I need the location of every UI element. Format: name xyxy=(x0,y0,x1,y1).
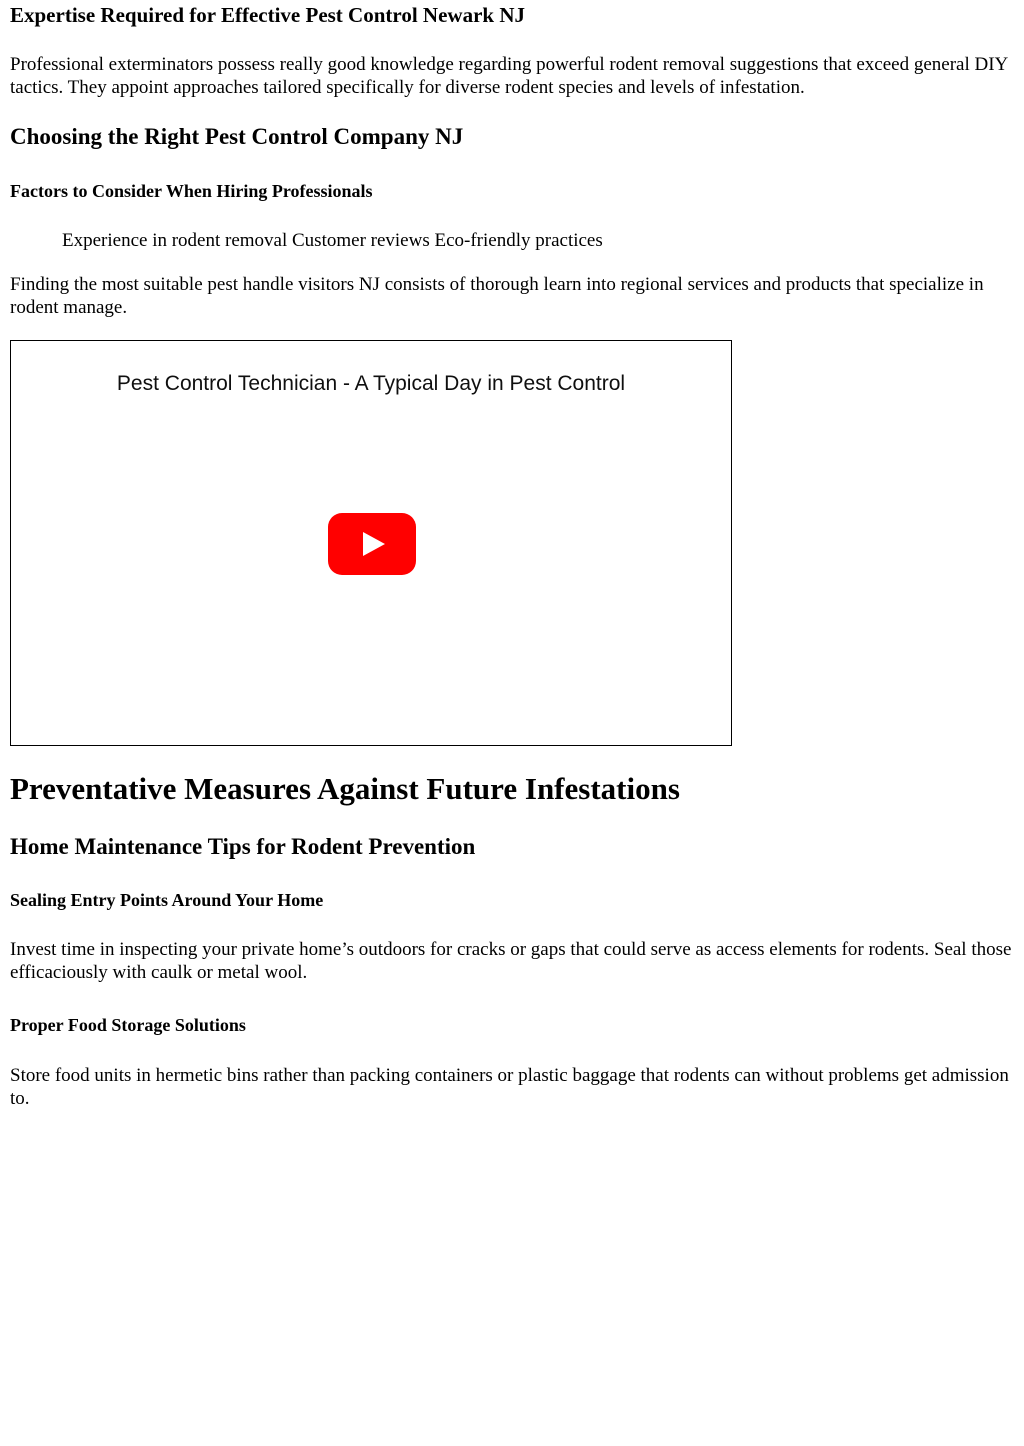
heading-preventative: Preventative Measures Against Future Infestations xyxy=(10,771,680,806)
heading-home-maintenance: Home Maintenance Tips for Rodent Prevention xyxy=(10,834,476,859)
heading-expertise: Expertise Required for Effective Pest Control Newark NJ xyxy=(10,3,525,27)
paragraph-food-storage: Store food units in hermetic bins rather than packing containers or plastic baggage that rodents can without problems get admission to. xyxy=(10,1065,1009,1109)
youtube-play-icon[interactable] xyxy=(328,513,416,575)
paragraph-sealing: Invest time in inspecting your private home’s outdoors for cracks or gaps that could serve as access elements for rodents. Seal those efficaciously with caulk or metal wool. xyxy=(10,939,1012,983)
paragraph-finding: Finding the most suitable pest handle visitors NJ consists of thorough learn into regional services and products that specialize in rodent manage. xyxy=(10,274,984,318)
heading-factors: Factors to Consider When Hiring Professionals xyxy=(10,181,373,201)
heading-choosing-company: Choosing the Right Pest Control Company NJ xyxy=(10,124,464,149)
video-title[interactable]: Pest Control Technician - A Typical Day in Pest Control xyxy=(116,372,626,395)
heading-sealing: Sealing Entry Points Around Your Home xyxy=(10,890,324,910)
heading-food-storage: Proper Food Storage Solutions xyxy=(10,1015,246,1035)
paragraph-expertise: Professional exterminators possess really good knowledge regarding powerful rodent removal suggestions that exceed general DIY tactics. They appoint approaches tailored specifically for diverse rodent species and levels of infestation. xyxy=(10,54,1008,98)
factors-list: Experience in rodent removal Customer reviews Eco-friendly practices xyxy=(62,230,603,251)
video-embed[interactable] xyxy=(10,340,732,746)
